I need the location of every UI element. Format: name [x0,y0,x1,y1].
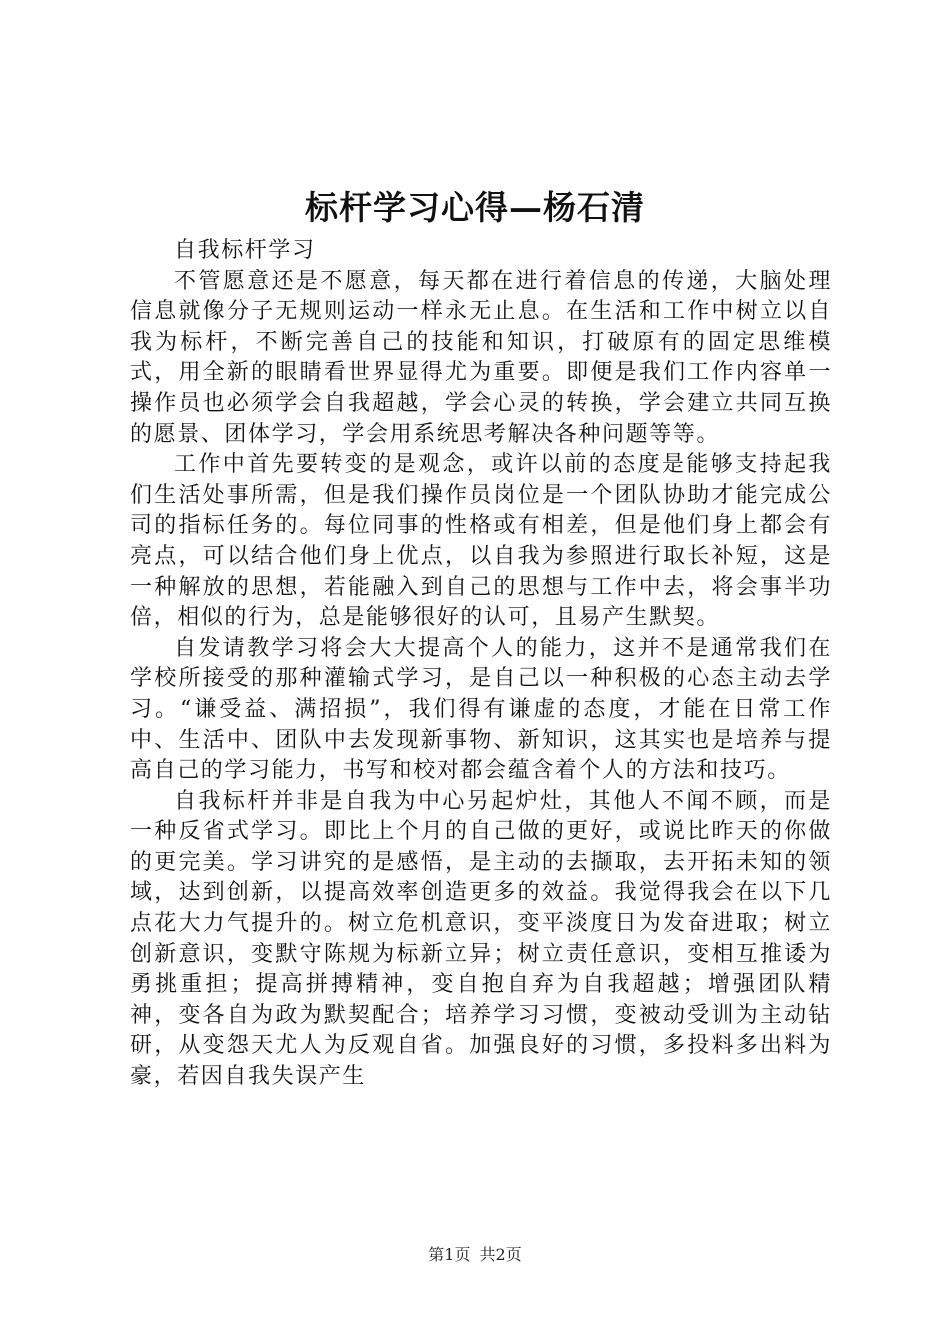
page-number-total: 共2页 [479,1245,522,1264]
document-title: 标杆学习心得—杨石清 [305,188,645,227]
paragraph: 工作中首先要转变的是观念，或许以前的态度是能够支持起我们生活处事所需，但是我们操作员岗位是一个团队协助才能完成公司的指标任务的。每位同事的性格或有相差，但是他们身上都会有亮点，可以结合他们身上优点，以自我为参照进行取长补短，这是一种解放的思想，若能融入到自己的思想与工作中去，将会事半功倍，相似的行为，总是能够很好的认可，且易产生默契。 [130,452,832,631]
page-footer [0,1244,950,1266]
paragraph: 自发请教学习将会大大提高个人的能力，这并不是通常我们在学校所接受的那种灌输式学习，是自己以一种积极的心态主动去学习。“谦受益、满招损”，我们得有谦虚的态度，才能在日常工作中、生活中、团队中去发现新事物、新知识，这其实也是培养与提高自己的学习能力，书写和校对都会蕴含着个人的方法和技巧。 [130,635,832,784]
paragraph-subheading: 自我标杆学习 [174,238,316,263]
document-body [130,236,832,1093]
paragraph: 不管愿意还是不愿意，每天都在进行着信息的传递，大脑处理信息就像分子无规则运动一样永无止息。在生活和工作中树立以自我为标杆，不断完善自己的技能和知识，打破原有的固定思维模式，用全新的眼睛看世界显得尤为重要。即便是我们工作内容单一操作员也必须学会自我超越，学会心灵的转换，学会建立共同互换的愿景、团体学习，学会用系统思考解决各种问题等等。 [130,268,832,447]
page-number-current: 第1页 [428,1245,471,1264]
paragraph: 自我标杆并非是自我为中心另起炉灶，其他人不闻不顾，而是一种反省式学习。即比上个月的自己做的更好，或说比昨天的你做的更完美。学习讲究的是感悟，是主动的去撷取，去开拓未知的领域，达到创新，以提高效率创造更多的效益。我觉得我会在以下几点花大力气提升的。树立危机意识，变平淡度日为发奋进取；树立创新意识，变默守陈规为标新立异；树立责任意识，变相互推诿为勇挑重担；提高拼搏精神，变自抱自弃为自我超越；增强团队精神，变各自为政为默契配合；培养学习习惯，变被动受训为主动钻研，从变怨天尤人为反观自省。加强良好的习惯，多投料多出料为豪，若因自我失误产生 [130,788,832,1090]
